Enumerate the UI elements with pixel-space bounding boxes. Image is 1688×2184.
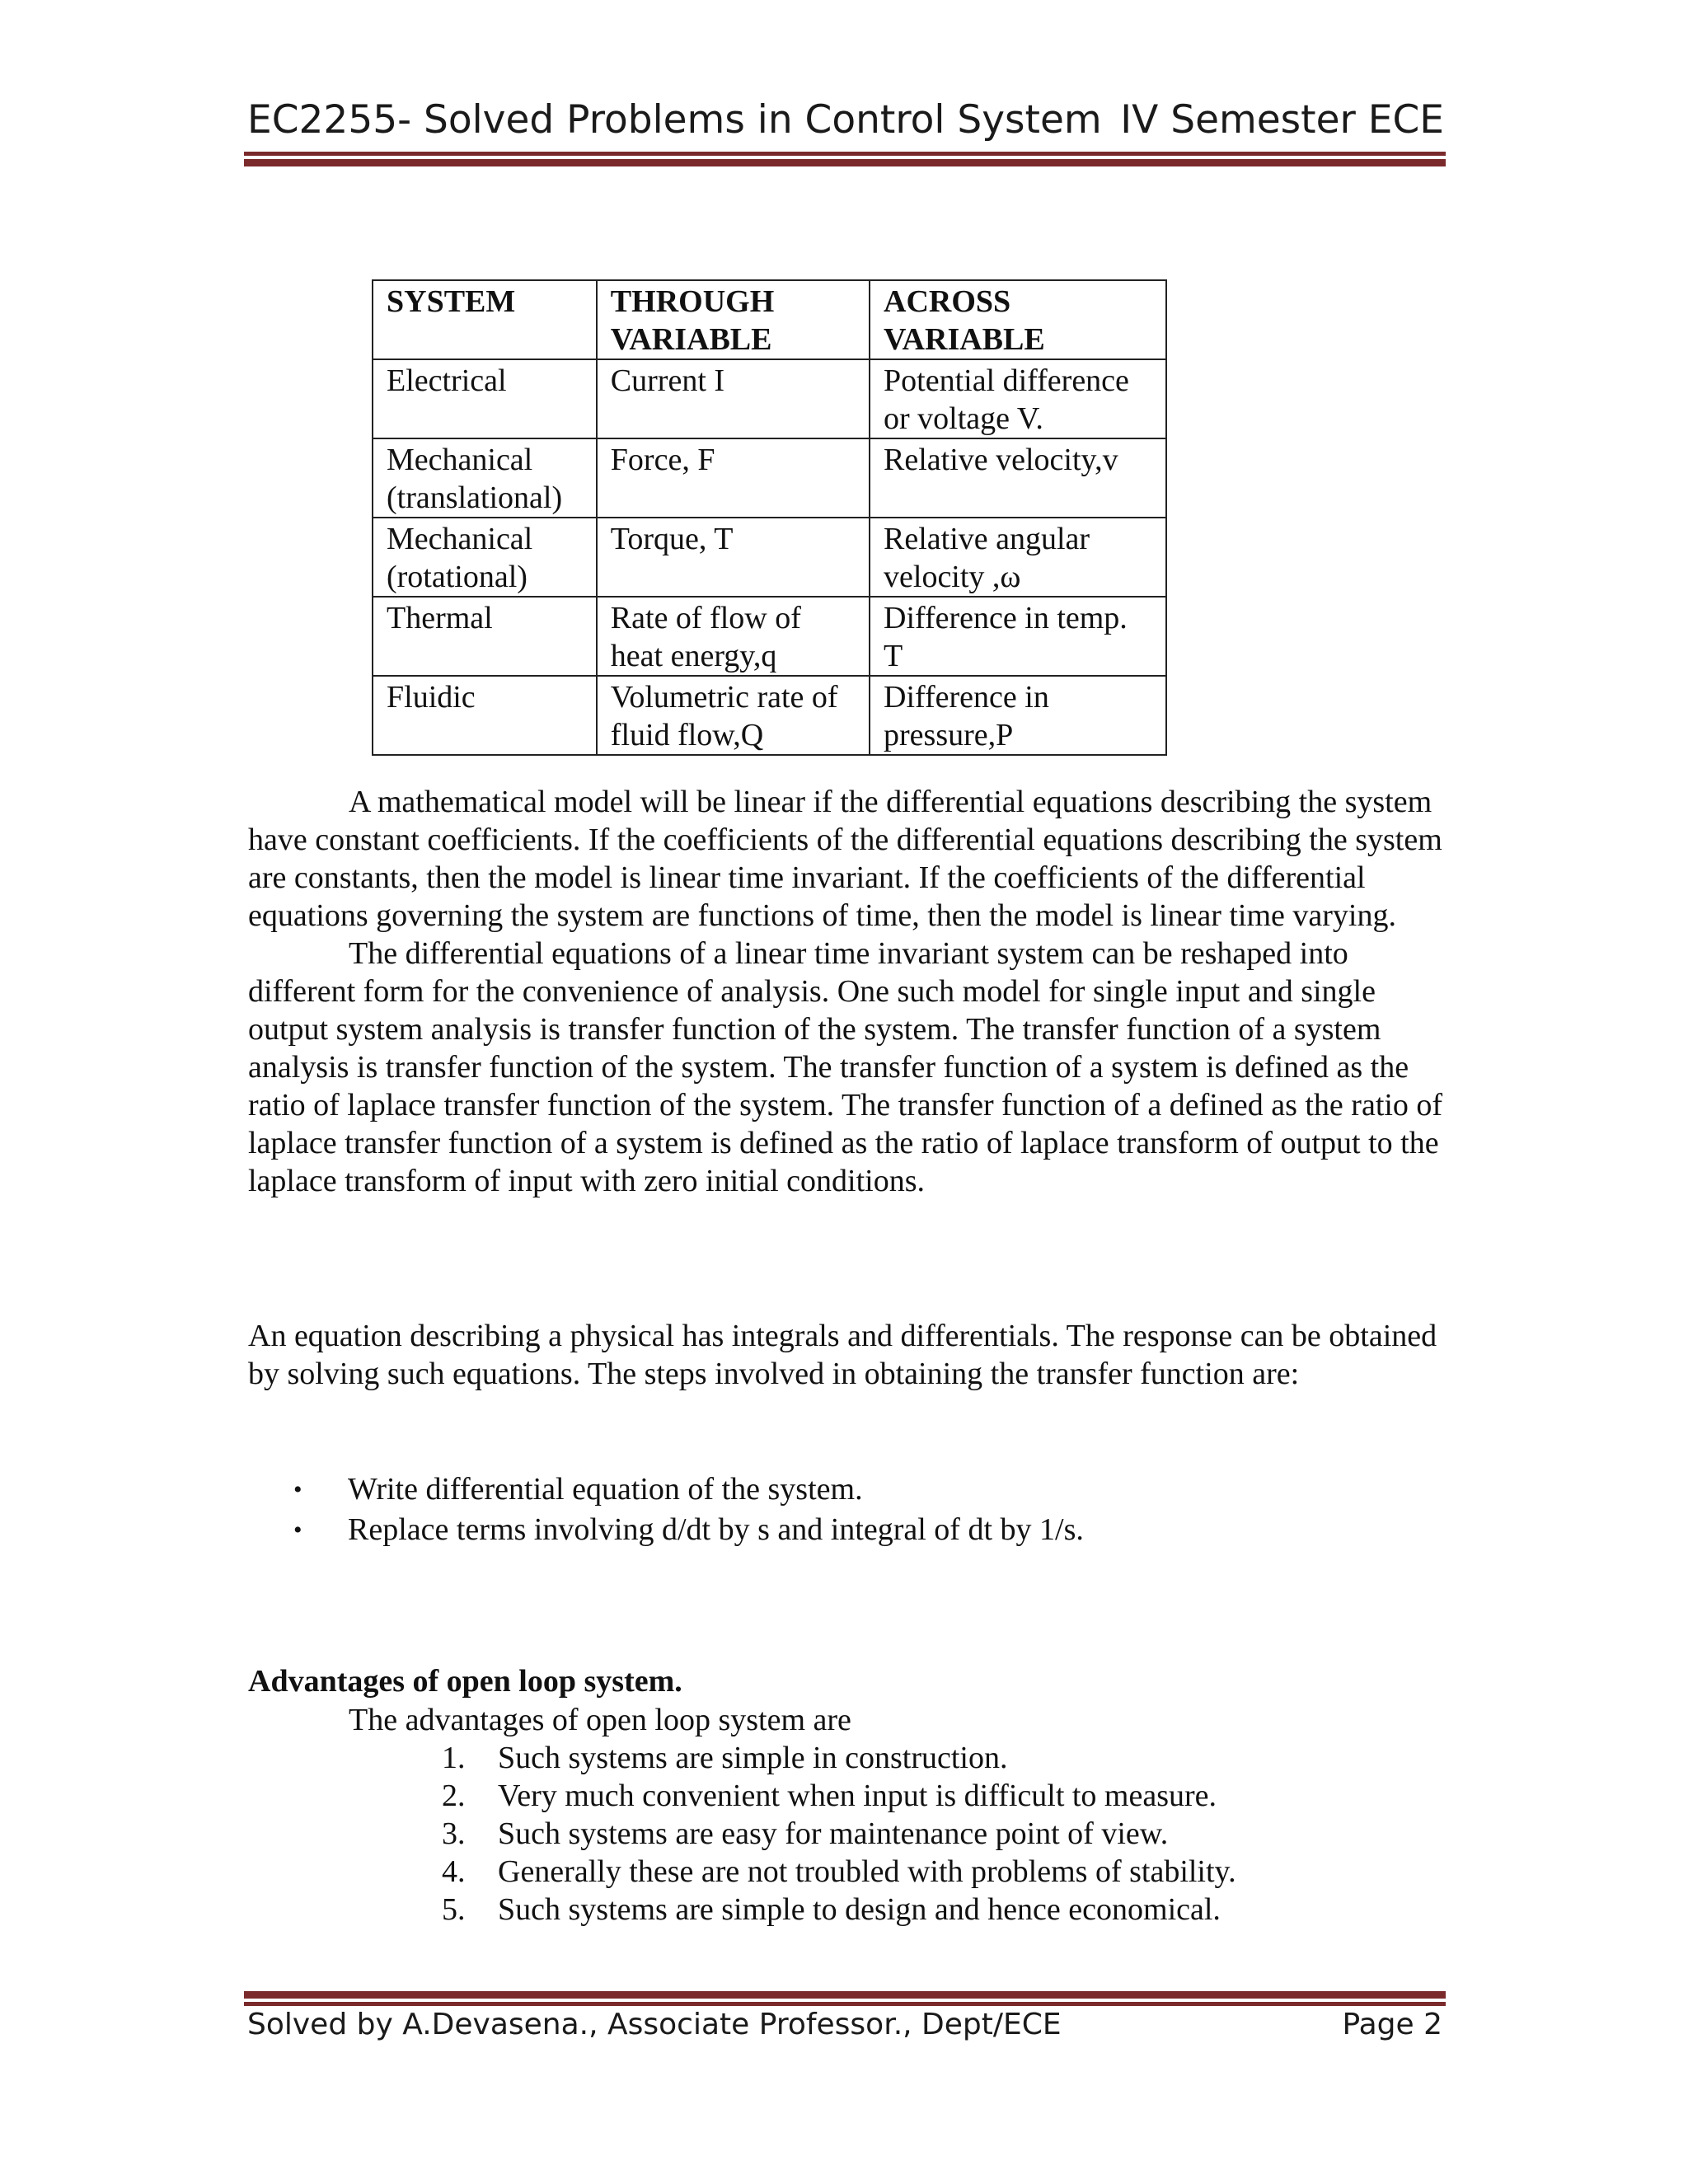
footer-rule-thick <box>244 1991 1446 1999</box>
header-rule-thick <box>244 159 1446 166</box>
table-cell: Difference in temp. T <box>870 597 1166 676</box>
list-number: 3. <box>442 1816 466 1851</box>
paragraph-equation-steps: An equation describing a physical has integrals and differentials. The response can be obtained by solving such equations. The steps involved in obtaining the transfer function are: <box>248 1319 1437 1391</box>
table-cell: Torque, T <box>597 518 870 597</box>
bullet-icon: • <box>293 1476 302 1503</box>
table-cell: Fluidic <box>373 676 597 755</box>
table-header-cell: SYSTEM <box>373 280 597 359</box>
table-cell: Force, F <box>597 438 870 518</box>
list-item-text: Write differential equation of the system. <box>348 1472 863 1507</box>
table-cell: Relative angular velocity ,ω <box>870 518 1166 597</box>
page-header <box>247 97 1444 143</box>
table-cell: Relative velocity,v <box>870 438 1166 518</box>
table-row <box>373 518 1166 597</box>
header-title: EC2255- Solved Problems in Control System <box>247 97 1102 143</box>
table-header-cell: THROUGH VARIABLE <box>597 280 870 359</box>
table-row <box>373 597 1166 676</box>
table-row <box>373 438 1166 518</box>
page-footer <box>247 2008 1442 2041</box>
section-heading: Advantages of open loop system. <box>248 1664 682 1699</box>
section-intro: The advantages of open loop system are <box>349 1703 851 1737</box>
page-number: Page 2 <box>1342 2008 1442 2041</box>
system-variables-table <box>372 279 1167 756</box>
table-row <box>373 359 1166 438</box>
list-item-text: Very much convenient when input is difficult to measure. <box>498 1779 1217 1813</box>
list-item-text: Replace terms involving d/dt by s and integral of dt by 1/s. <box>348 1512 1084 1547</box>
list-item <box>293 1510 1084 1550</box>
table-header-cell: ACROSS VARIABLE <box>870 280 1166 359</box>
table-header-row <box>373 280 1166 359</box>
paragraph-transfer-function: The differential equations of a linear time invariant system can be reshaped into different form for the convenience of analysis. One such model for single input and single output system analysis is transfer function of the system. The transfer function of a system analysis is transfer function of the system. The transfer function of a system is defined as the ratio of laplace transfer function of the system. The transfer function of a defined as the ratio of laplace transfer function of a system is defined as the ratio of laplace transform of output to the laplace transform of input with zero initial conditions. <box>248 936 1443 1198</box>
list-item-text: Such systems are simple in construction. <box>498 1741 1008 1775</box>
table-cell: Difference in pressure,P <box>870 676 1166 755</box>
list-number: 4. <box>442 1854 466 1889</box>
list-item <box>442 1891 1236 1929</box>
table-cell: Mechanical (rotational) <box>373 518 597 597</box>
header-semester: IV Semester ECE <box>1120 97 1444 143</box>
table-row <box>373 676 1166 755</box>
header-rule-thin <box>244 152 1446 156</box>
advantages-numbered-list <box>442 1739 1236 1929</box>
list-item <box>442 1815 1236 1853</box>
bullet-icon: • <box>293 1516 302 1544</box>
steps-bullet-list <box>293 1469 1084 1550</box>
table-cell: Mechanical (translational) <box>373 438 597 518</box>
list-item <box>442 1777 1236 1815</box>
list-item-text: Such systems are simple to design and hence economical. <box>498 1892 1221 1927</box>
list-item <box>442 1739 1236 1777</box>
list-item <box>293 1469 1084 1510</box>
footer-rule-thin <box>244 2002 1446 2006</box>
list-number: 5. <box>442 1892 466 1927</box>
table-cell: Thermal <box>373 597 597 676</box>
paragraph-linear-model: A mathematical model will be linear if the differential equations describing the system have constant coefficients. If the coefficients of the differential equations describing the system are constants, then the model is linear time invariant. If the coefficients of the differential equations governing the system are functions of time, then the model is linear time varying. <box>248 785 1442 933</box>
footer-author: Solved by A.Devasena., Associate Professor., Dept/ECE <box>247 2008 1062 2041</box>
table-cell: Volumetric rate of fluid flow,Q <box>597 676 870 755</box>
table-cell: Rate of flow of heat energy,q <box>597 597 870 676</box>
table-cell: Current I <box>597 359 870 438</box>
list-item-text: Such systems are easy for maintenance point of view. <box>498 1816 1169 1851</box>
table-cell: Electrical <box>373 359 597 438</box>
body-paragraphs <box>248 783 1443 1200</box>
list-item <box>442 1853 1236 1891</box>
list-number: 1. <box>442 1741 466 1775</box>
list-item-text: Generally these are not troubled with problems of stability. <box>498 1854 1236 1889</box>
table-cell: Potential difference or voltage V. <box>870 359 1166 438</box>
list-number: 2. <box>442 1779 466 1813</box>
